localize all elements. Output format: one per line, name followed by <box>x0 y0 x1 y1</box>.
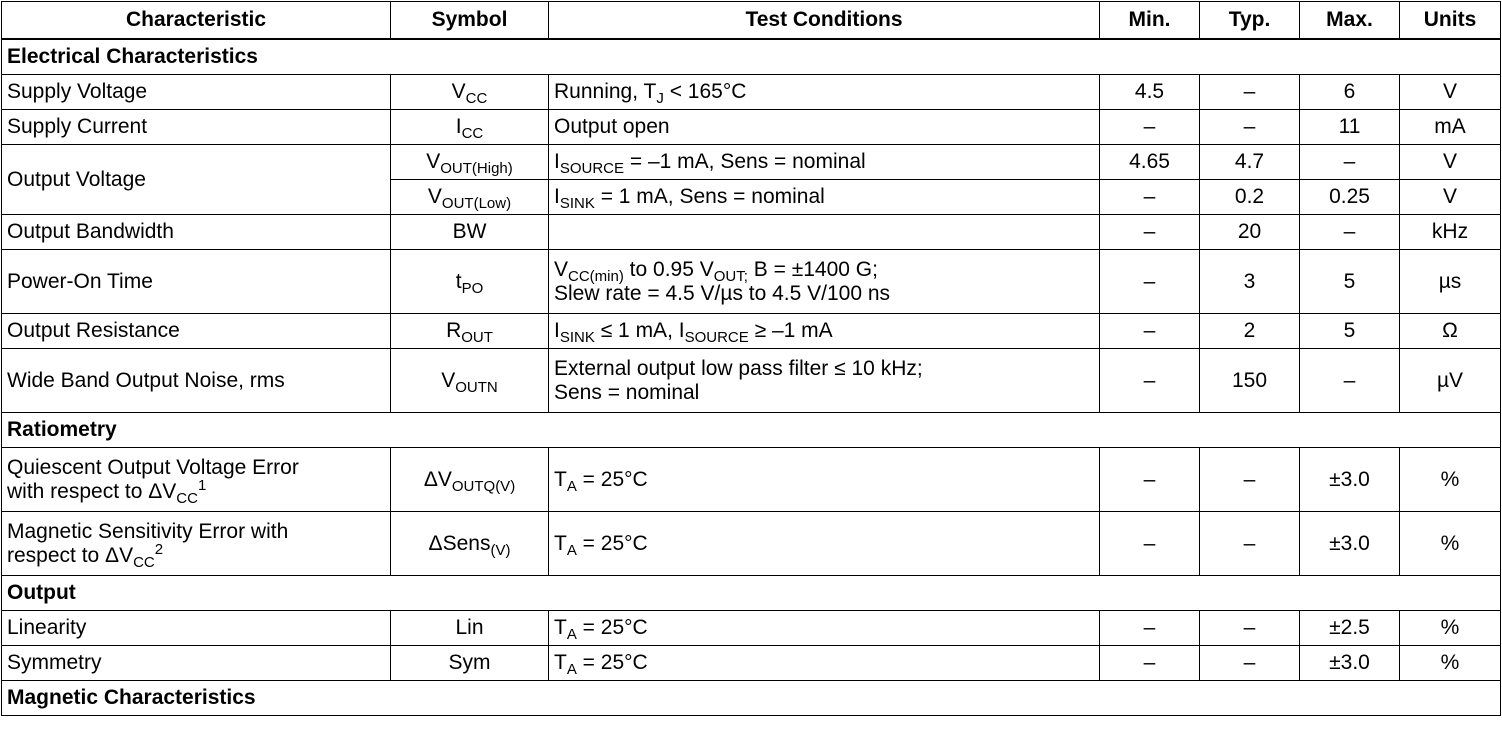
section-row <box>2 681 1501 716</box>
param-units: Ω <box>1400 314 1501 349</box>
param-conditions: $T_A = 25^\circ C$ <box>549 646 1100 681</box>
table-row <box>2 145 1501 180</box>
table-row <box>2 611 1501 646</box>
col-typ: Typ. <box>1200 2 1300 40</box>
param-conditions: $I_{SINK} = 1$ mA, Sens = nominal <box>549 180 1100 215</box>
param-max: ±3.0 <box>1300 646 1400 681</box>
param-max: 6 <box>1300 75 1400 110</box>
param-max: – <box>1300 349 1400 413</box>
table-row <box>2 646 1501 681</box>
param-conditions: $T_A = 25^\circ C$ <box>549 448 1100 512</box>
param-typ: 3 <box>1200 250 1300 314</box>
table-row <box>2 75 1501 110</box>
param-symbol: $I_{CC}$ <box>391 110 549 145</box>
section-row <box>2 413 1501 448</box>
col-max: Max. <box>1300 2 1400 40</box>
param-symbol: $V_{OUTN}$ <box>391 349 549 413</box>
param-symbol: ΔSens$_{(V)}$ <box>391 512 549 576</box>
param-name: Supply Current <box>2 110 391 145</box>
param-max: 5 <box>1300 250 1400 314</box>
param-units: % <box>1400 448 1501 512</box>
param-name: Magnetic Sensitivity Error with respect to $\Delta V_{CC}^2$ <box>2 512 391 576</box>
param-symbol: $V_{OUT(Low)}$ <box>391 180 549 215</box>
param-min: – <box>1100 448 1200 512</box>
param-units: µV <box>1400 349 1501 413</box>
param-max: ±3.0 <box>1300 448 1400 512</box>
param-name: Output Voltage <box>2 145 391 215</box>
section-output: Output <box>2 576 1501 611</box>
characteristics-table <box>1 1 1501 716</box>
param-units: V <box>1400 75 1501 110</box>
param-typ: 20 <box>1200 215 1300 250</box>
param-symbol: $R_{OUT}$ <box>391 314 549 349</box>
param-typ: – <box>1200 448 1300 512</box>
param-name: Symmetry <box>2 646 391 681</box>
param-max: – <box>1300 145 1400 180</box>
section-ratiometry: Ratiometry <box>2 413 1501 448</box>
param-min: – <box>1100 646 1200 681</box>
param-units: % <box>1400 646 1501 681</box>
table-row <box>2 110 1501 145</box>
col-units: Units <box>1400 2 1501 40</box>
param-max: 11 <box>1300 110 1400 145</box>
param-min: – <box>1100 314 1200 349</box>
param-name: Output Bandwidth <box>2 215 391 250</box>
section-row <box>2 576 1501 611</box>
table-row <box>2 215 1501 250</box>
param-typ: – <box>1200 110 1300 145</box>
param-units: % <box>1400 512 1501 576</box>
table-row <box>2 349 1501 413</box>
param-min: 4.5 <box>1100 75 1200 110</box>
param-units: V <box>1400 180 1501 215</box>
col-symbol: Symbol <box>391 2 549 40</box>
param-conditions: $I_{SINK} \le 1$ mA, $I_{SOURCE} \ge -1$ mA <box>549 314 1100 349</box>
table-row <box>2 314 1501 349</box>
param-conditions: Running, $T_J < 165^\circ C$ <box>549 75 1100 110</box>
param-min: – <box>1100 349 1200 413</box>
param-min: – <box>1100 512 1200 576</box>
section-row <box>2 39 1501 75</box>
param-min: – <box>1100 250 1200 314</box>
param-symbol: $V_{OUT(High)}$ <box>391 145 549 180</box>
param-typ: – <box>1200 611 1300 646</box>
table-row <box>2 448 1501 512</box>
param-symbol: $\Delta V_{OUTQ(V)}$ <box>391 448 549 512</box>
param-name: Wide Band Output Noise, rms <box>2 349 391 413</box>
param-units: kHz <box>1400 215 1501 250</box>
col-characteristic: Characteristic <box>2 2 391 40</box>
param-conditions: $T_A = 25^\circ C$ <box>549 512 1100 576</box>
section-magnetic: Magnetic Characteristics <box>2 681 1501 716</box>
param-max: 0.25 <box>1300 180 1400 215</box>
param-conditions: External output low pass filter ≤ 10 kHz; Sens = nominal <box>549 349 1100 413</box>
param-max: 5 <box>1300 314 1400 349</box>
param-typ: 0.2 <box>1200 180 1300 215</box>
col-min: Min. <box>1100 2 1200 40</box>
param-min: 4.65 <box>1100 145 1200 180</box>
param-min: – <box>1100 180 1200 215</box>
param-symbol: $V_{CC}$ <box>391 75 549 110</box>
param-name: Power-On Time <box>2 250 391 314</box>
param-min: – <box>1100 215 1200 250</box>
param-conditions: $I_{SOURCE} = -1$ mA, Sens = nominal <box>549 145 1100 180</box>
header-row <box>2 2 1501 40</box>
param-conditions <box>549 215 1100 250</box>
table-row <box>2 512 1501 576</box>
param-units: µs <box>1400 250 1501 314</box>
param-conditions: $V_{CC(min)}$ to 0.95 $V_{OUT;}$ B = ±1400 G; Slew rate = 4.5 V/µs to 4.5 V/100 ns <box>549 250 1100 314</box>
param-units: % <box>1400 611 1501 646</box>
param-min: – <box>1100 110 1200 145</box>
param-name: Linearity <box>2 611 391 646</box>
param-units: mA <box>1400 110 1501 145</box>
param-name: Quiescent Output Voltage Error with respect to $\Delta V_{CC}^1$ <box>2 448 391 512</box>
section-electrical: Electrical Characteristics <box>2 39 1501 75</box>
param-max: – <box>1300 215 1400 250</box>
param-symbol: BW <box>391 215 549 250</box>
param-max: ±2.5 <box>1300 611 1400 646</box>
param-typ: – <box>1200 646 1300 681</box>
param-symbol: Sym <box>391 646 549 681</box>
param-conditions: Output open <box>549 110 1100 145</box>
param-typ: – <box>1200 512 1300 576</box>
param-units: V <box>1400 145 1501 180</box>
table-row <box>2 250 1501 314</box>
param-typ: 4.7 <box>1200 145 1300 180</box>
param-name: Supply Voltage <box>2 75 391 110</box>
param-symbol: $t_{PO}$ <box>391 250 549 314</box>
param-conditions: $T_A = 25^\circ C$ <box>549 611 1100 646</box>
param-typ: 150 <box>1200 349 1300 413</box>
param-min: – <box>1100 611 1200 646</box>
param-typ: – <box>1200 75 1300 110</box>
param-symbol: Lin <box>391 611 549 646</box>
col-test-conditions: Test Conditions <box>549 2 1100 40</box>
param-typ: 2 <box>1200 314 1300 349</box>
param-max: ±3.0 <box>1300 512 1400 576</box>
param-name: Output Resistance <box>2 314 391 349</box>
